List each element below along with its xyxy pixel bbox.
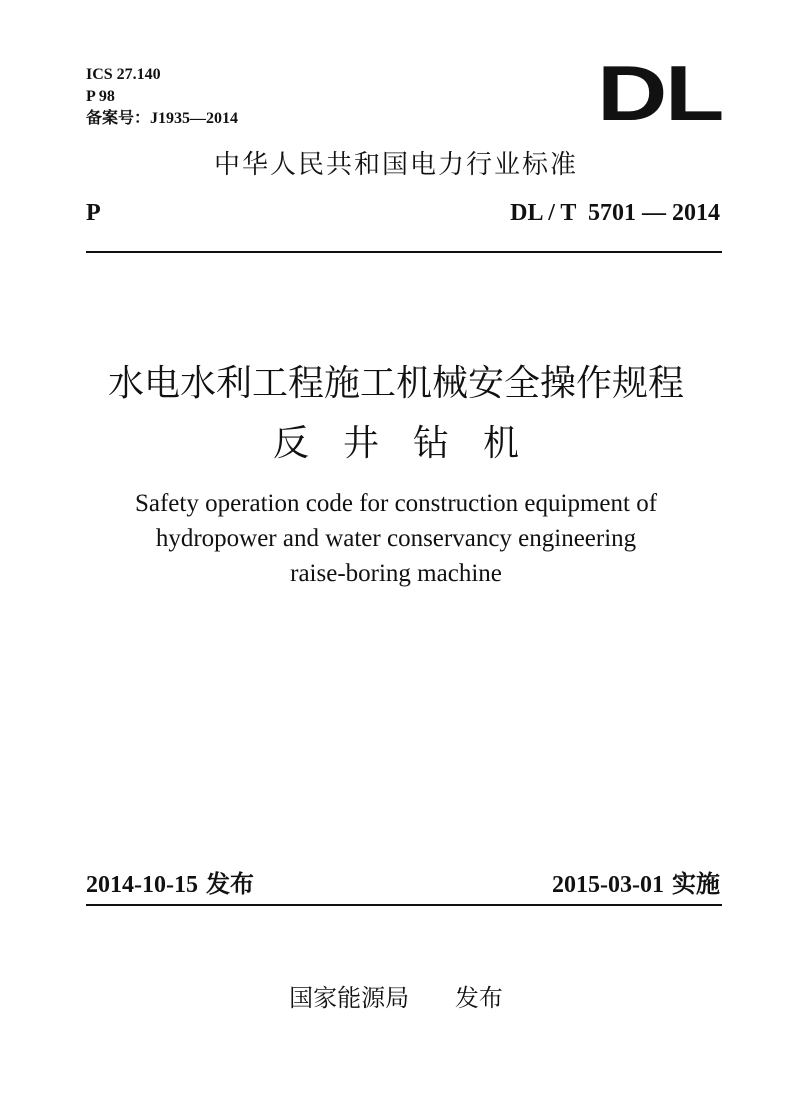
ics-code: ICS 27.140 <box>86 66 161 83</box>
chinese-title: 水电水利工程施工机械安全操作规程 <box>107 363 684 404</box>
implement-date-block <box>552 864 720 899</box>
implement-label: 实施 <box>672 870 720 898</box>
classification-code: P <box>86 200 101 226</box>
issuer-block <box>0 978 792 1013</box>
english-title-line: Safety operation code for construction equipment of <box>134 490 658 517</box>
footer-divider <box>86 904 722 906</box>
issuer-name: 国家能源局 <box>289 984 410 1012</box>
issue-label: 发布 <box>454 984 503 1012</box>
english-title <box>0 486 792 591</box>
chinese-subtitle: 反井钻机 <box>272 423 553 464</box>
implement-date: 2015-03-01 <box>552 872 664 898</box>
record-number: 备案号：J1935—2014 <box>86 110 239 127</box>
publish-label: 发布 <box>205 870 254 898</box>
publish-date: 2014-10-15 <box>86 872 198 898</box>
standard-number: DL / T 5701 — 2014 <box>510 200 720 226</box>
english-title-line: raise-boring machine <box>290 560 502 587</box>
english-title-line: hydropower and water conservancy engineering <box>155 525 637 552</box>
dl-logo: DL <box>597 49 722 137</box>
industry-standard-heading: 中华人民共和国电力行业标准 <box>213 150 578 180</box>
document-metadata <box>86 64 238 130</box>
header-divider <box>86 251 722 253</box>
ccs-code: P 98 <box>86 88 115 105</box>
publish-date-block <box>86 864 254 899</box>
